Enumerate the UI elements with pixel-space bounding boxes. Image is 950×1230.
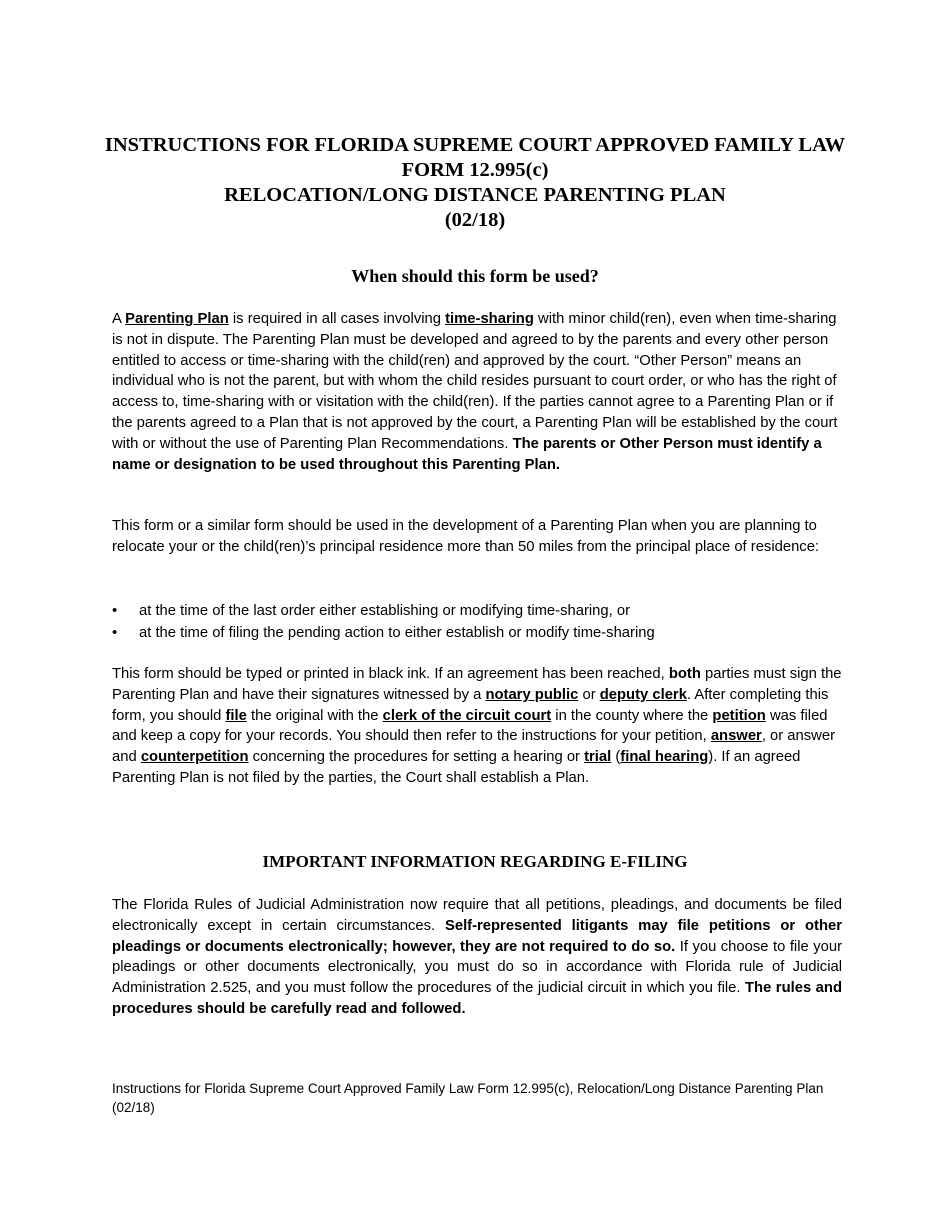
petition-term: petition bbox=[712, 707, 766, 724]
text-run: , or answer and bbox=[112, 728, 836, 766]
list-item-text: at the time of the last order either establishing or modifying time-sharing, or bbox=[139, 603, 630, 619]
text-run: The Florida Rules of Judicial Administration now require that all petitions, pleadings, and documents be filed electronically except in certain circumstances. bbox=[112, 897, 842, 934]
notary-public-term: notary public bbox=[485, 686, 579, 703]
clerk-of-circuit-court-term: clerk of the circuit court bbox=[382, 707, 552, 724]
title-line-4: (02/18) bbox=[444, 209, 506, 231]
text-run: ). If an agreed Parenting Plan is not filed by the parties, the Court shall establish a Plan. bbox=[112, 749, 801, 786]
file-term: file bbox=[225, 707, 247, 724]
trial-term: trial bbox=[584, 749, 612, 766]
counterpetition-term: counterpetition bbox=[140, 749, 249, 766]
text-run: with minor child(ren), even when time-sharing is not in dispute. The Parenting Plan must be developed and agreed to by the parents and every other person entitled to access or time-sharing with the child(ren) and approved by the court. “Other Person” means an individual who is not the parent, but with whom the child resides pursuant to court order, or who has the right of access to, time-sharing with or visitation with the child(ren). If the parties cannot agree to a Parenting Plan or if the parents agreed to a Plan that is not approved by the court, a Parenting Plan will be established by the court with or without the use of Parenting Plan Recommendations. bbox=[112, 311, 838, 452]
parenting-plan-paragraph bbox=[112, 309, 842, 475]
list-item bbox=[112, 622, 842, 644]
text-run: ( bbox=[611, 749, 621, 766]
page-title bbox=[100, 133, 850, 233]
text-run: concerning the procedures for setting a hearing or bbox=[248, 749, 585, 766]
title-line-1: INSTRUCTIONS FOR FLORIDA SUPREME COURT APPROVED FAMILY LAW bbox=[104, 134, 846, 156]
list-item bbox=[112, 600, 842, 622]
page-footer: Instructions for Florida Supreme Court Approved Family Law Form 12.995(c), Relocation/Long Distance Parenting Plan (02/18) bbox=[112, 1081, 824, 1115]
text-run: This form should be typed or printed in black ink. If an agreement has been reached, bbox=[112, 666, 669, 682]
bullet-icon: • bbox=[112, 603, 118, 619]
time-sharing-term: time-sharing bbox=[445, 311, 534, 327]
conditions-list bbox=[112, 600, 842, 644]
efiling-paragraph bbox=[112, 895, 842, 1020]
deputy-clerk-term: deputy clerk bbox=[599, 686, 687, 703]
when-section-heading: When should this form be used? bbox=[351, 266, 599, 286]
text-run: or bbox=[578, 686, 600, 703]
both-term: both bbox=[668, 666, 701, 682]
bold-instruction: The parents or Other Person must identify a name or designation to be used throughout this Parenting Plan. bbox=[112, 435, 822, 473]
efiling-section-heading: IMPORTANT INFORMATION REGARDING E-FILING bbox=[262, 852, 688, 871]
text-run: If you choose to file your pleadings or other documents electronically, you must do so in accordance with Florida rule of Judicial Administration 2.525, and you must follow the procedures of the judicial circuit in which you file. bbox=[112, 938, 842, 997]
bold-statement: The rules and procedures should be carefully read and followed. bbox=[112, 980, 842, 1017]
text-run: in the county where the bbox=[551, 707, 713, 724]
relocation-paragraph: This form or a similar form should be used in the development of a Parenting Plan when you are planning to relocate your or the child(ren)’s principal residence more than 50 miles from the principal place of residence: bbox=[112, 518, 820, 555]
answer-term: answer bbox=[710, 728, 762, 745]
title-line-3: RELOCATION/LONG DISTANCE PARENTING PLAN bbox=[224, 184, 726, 206]
text-run: was filed and keep a copy for your records. You should then refer to the instructions for your petition, bbox=[112, 707, 828, 745]
text-run: A bbox=[112, 311, 126, 327]
filing-instructions-paragraph bbox=[112, 664, 842, 789]
text-run: the original with the bbox=[246, 707, 383, 724]
title-line-2: FORM 12.995(c) bbox=[401, 159, 549, 181]
bold-statement: Self-represented litigants may file petitions or other pleadings or documents electronically; however, they are not required to do so. bbox=[112, 917, 842, 955]
parenting-plan-term: Parenting Plan bbox=[125, 311, 229, 327]
text-run: parties must sign the Parenting Plan and have their signatures witnessed by a bbox=[112, 666, 842, 703]
list-item-text: at the time of filing the pending action to either establish or modify time-sharing bbox=[139, 625, 655, 641]
text-run: is required in all cases involving bbox=[228, 311, 446, 327]
text-run: . After completing this form, you should bbox=[112, 686, 829, 724]
final-hearing-term: final hearing bbox=[620, 749, 709, 766]
bullet-icon: • bbox=[112, 625, 118, 641]
